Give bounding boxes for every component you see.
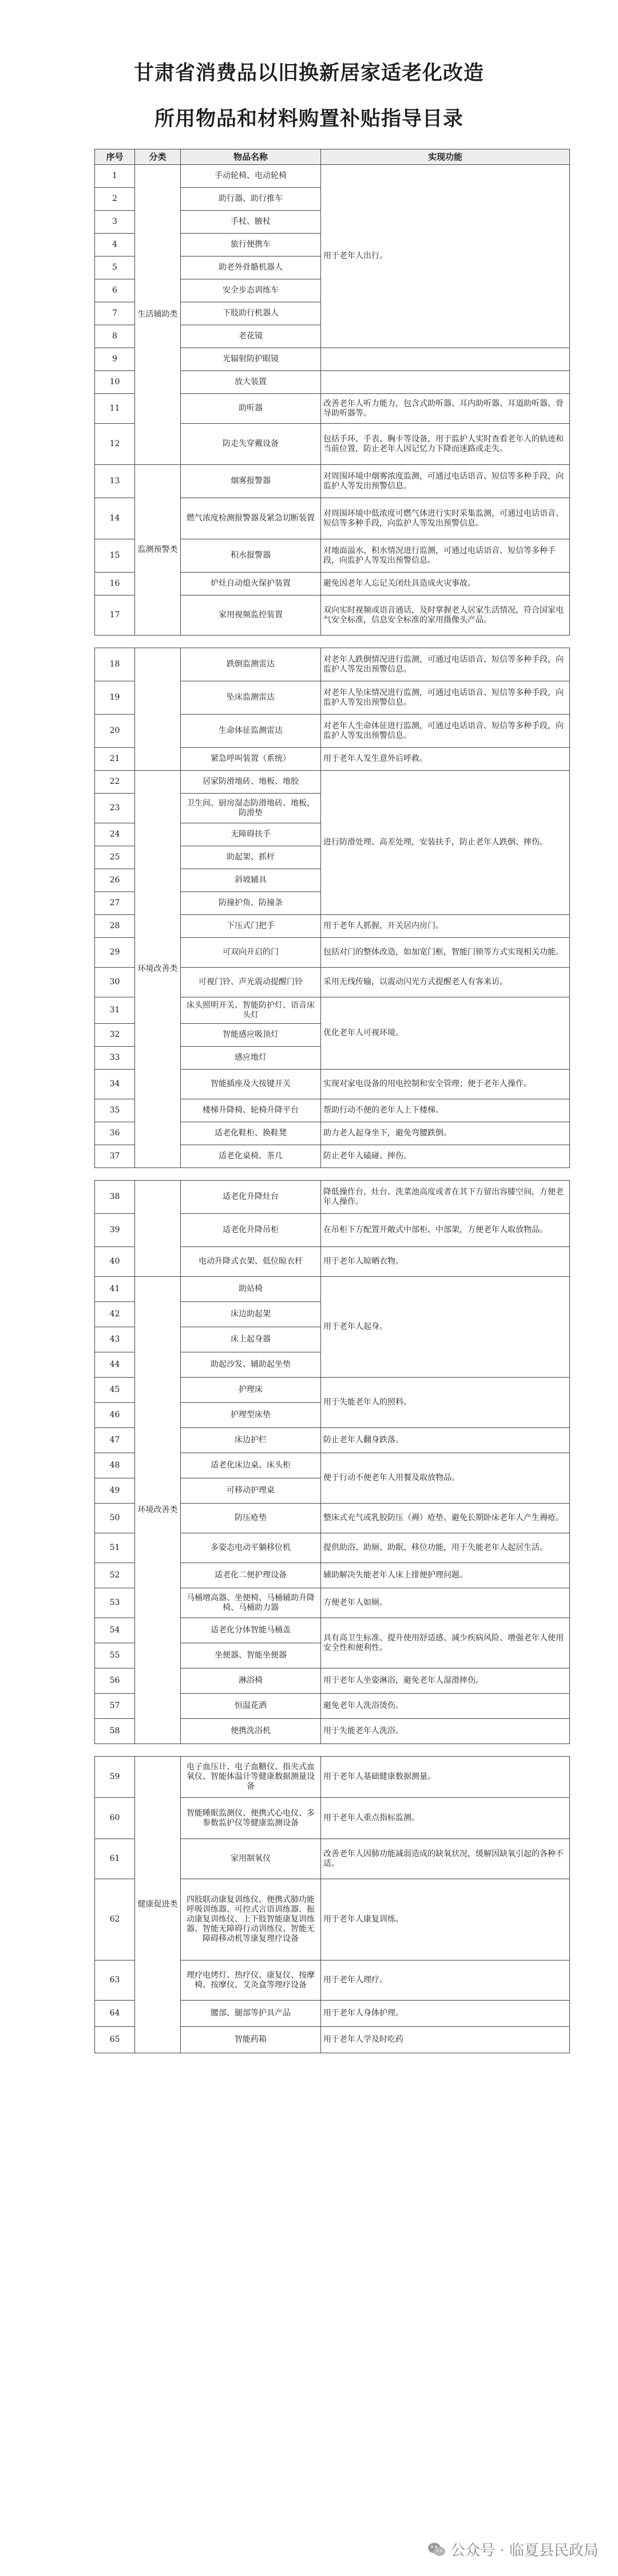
row-item-name: 助站椅 bbox=[181, 1277, 321, 1302]
row-function: 助力老人起身坐下，避免弯腰跌倒。 bbox=[321, 1122, 570, 1145]
row-item-name: 放大装置 bbox=[181, 371, 321, 394]
row-number: 32 bbox=[95, 1024, 135, 1047]
row-number: 50 bbox=[95, 1504, 135, 1533]
row-number: 64 bbox=[95, 2001, 135, 2027]
page-title-line1: 甘肃省消费品以旧换新居家适老化改造 bbox=[133, 61, 484, 85]
row-item-name: 适老化二便护理设备 bbox=[181, 1563, 321, 1588]
row-item-name: 旅行便携车 bbox=[181, 234, 321, 257]
row-item-name: 智能睡眠监测仪、便携式心电仪、多参数监护仪等健康监测设备 bbox=[181, 1798, 321, 1839]
row-function: 用于老年人晾晒衣物。 bbox=[321, 1247, 570, 1277]
row-item-name: 紧急呼叫装置（系统） bbox=[181, 748, 321, 771]
row-function: 在吊柜下方配置开敞式中部柜、中部架，方便老年人取放物品。 bbox=[321, 1214, 570, 1247]
row-item-name: 坠床监测雷达 bbox=[181, 681, 321, 715]
table-row bbox=[95, 1181, 570, 1214]
row-function: 辅助解决失能老年人床上排便护理问题。 bbox=[321, 1563, 570, 1588]
row-function: 对周围环境中低浓度可燃气体进行实时采集监测，可通过电话语音、短信等多种手段，向监护人等发出预警信息。 bbox=[321, 498, 570, 539]
row-number: 48 bbox=[95, 1453, 135, 1478]
row-item-name: 适老化鞋柜、换鞋凳 bbox=[181, 1122, 321, 1145]
page-gap-cell bbox=[95, 1168, 570, 1181]
row-item-name: 适老化升降灶台 bbox=[181, 1181, 321, 1214]
row-item-name: 手动轮椅、电动轮椅 bbox=[181, 165, 321, 188]
row-number: 57 bbox=[95, 1694, 135, 1719]
row-category: 环境改善类 bbox=[135, 771, 181, 1168]
row-number: 10 bbox=[95, 371, 135, 394]
row-function: 避免因老年人忘记关闭灶具造成火灾事故。 bbox=[321, 573, 570, 595]
row-item-name: 助起架、抓杆 bbox=[181, 846, 321, 869]
watermark bbox=[427, 2539, 599, 2560]
row-number: 33 bbox=[95, 1047, 135, 1070]
row-function: 防止老年人磕碰、摔伤。 bbox=[321, 1145, 570, 1168]
row-number: 28 bbox=[95, 915, 135, 938]
row-function: 用于老年人基础健康数据测量。 bbox=[321, 1757, 570, 1798]
row-number: 61 bbox=[95, 1839, 135, 1879]
row-function: 用于失能老年人洗浴。 bbox=[321, 1719, 570, 1744]
row-number: 36 bbox=[95, 1122, 135, 1145]
header-category: 分类 bbox=[135, 149, 181, 165]
row-number: 23 bbox=[95, 794, 135, 823]
row-item-name: 电动升降式衣架、低位晾衣杆 bbox=[181, 1247, 321, 1277]
row-item-name: 防压疮垫 bbox=[181, 1504, 321, 1533]
row-number: 13 bbox=[95, 465, 135, 498]
row-item-name: 助老外骨骼机器人 bbox=[181, 257, 321, 279]
row-function: 方便老年人如厕。 bbox=[321, 1588, 570, 1618]
row-number: 60 bbox=[95, 1798, 135, 1839]
row-number: 35 bbox=[95, 1099, 135, 1122]
row-item-name: 下压式门把手 bbox=[181, 915, 321, 938]
row-function: 用于老年人理疗。 bbox=[321, 1960, 570, 2001]
row-function bbox=[321, 371, 570, 394]
row-number: 1 bbox=[95, 165, 135, 188]
row-function bbox=[321, 348, 570, 371]
table-row bbox=[95, 648, 570, 681]
row-number: 8 bbox=[95, 325, 135, 348]
row-number: 41 bbox=[95, 1277, 135, 1302]
row-number: 63 bbox=[95, 1960, 135, 2001]
row-item-name: 可视门铃、声光震动提醒门铃 bbox=[181, 968, 321, 997]
row-function: 用于老年人康复训练。 bbox=[321, 1879, 570, 1960]
row-function: 提供助浴、助厕、助眠、移位功能，用于失能老年人起居生活。 bbox=[321, 1533, 570, 1563]
row-function: 对老年人跌倒情况进行监测，可通过电话语音、短信等多种手段，向监护人等发出预警信息。 bbox=[321, 648, 570, 681]
row-item-name: 燃气浓度检测报警器及紧急切断装置 bbox=[181, 498, 321, 539]
row-number: 24 bbox=[95, 823, 135, 846]
row-number: 39 bbox=[95, 1214, 135, 1247]
row-category: 环境改善类 bbox=[135, 1277, 181, 1744]
row-item-name: 跌倒监测雷达 bbox=[181, 648, 321, 681]
row-category: 监测预警类 bbox=[135, 465, 181, 636]
row-number: 30 bbox=[95, 968, 135, 997]
row-function: 整床式充气或乳胶防压（褥）疮垫、避免长期卧床老年人产生褥疮。 bbox=[321, 1504, 570, 1533]
header-function: 实现功能 bbox=[321, 149, 570, 165]
row-category: 生活辅助类 bbox=[135, 165, 181, 465]
row-function: 用于老年人坐姿淋浴，避免老年人湿滑摔伤。 bbox=[321, 1668, 570, 1694]
row-function: 优化老年人可视环境。 bbox=[321, 997, 570, 1070]
row-number: 11 bbox=[95, 394, 135, 424]
row-function: 用于老年人重点指标监测。 bbox=[321, 1798, 570, 1839]
row-number: 9 bbox=[95, 348, 135, 371]
row-number: 47 bbox=[95, 1428, 135, 1453]
row-item-name: 电子血压计、电子血糖仪、指夹式血氧仪、智能体温计等健康数据测量设备 bbox=[181, 1757, 321, 1798]
row-number: 42 bbox=[95, 1302, 135, 1327]
row-function: 避免老年人洗浴烫伤。 bbox=[321, 1694, 570, 1719]
row-function: 降低操作台，灶台、洗菜池高度或者在其下方留出容膝空间，方便老年人操作。 bbox=[321, 1181, 570, 1214]
row-function: 对地面溢水、积水情况进行监测，可通过电话语音、短信等多种手段，向监护人等发出预警信息。 bbox=[321, 539, 570, 573]
row-number: 31 bbox=[95, 997, 135, 1024]
row-category bbox=[135, 1181, 181, 1277]
row-function: 实现对家电设备的用电控制和安全管理；便于老年人操作。 bbox=[321, 1070, 570, 1099]
row-item-name: 无障碍扶手 bbox=[181, 823, 321, 846]
row-function: 用于失能老年人的照料。 bbox=[321, 1378, 570, 1428]
wechat-icon bbox=[427, 2542, 446, 2557]
row-item-name: 坐便器、智能坐便器 bbox=[181, 1643, 321, 1668]
row-number: 6 bbox=[95, 279, 135, 302]
row-number: 45 bbox=[95, 1378, 135, 1403]
row-number: 14 bbox=[95, 498, 135, 539]
row-number: 21 bbox=[95, 748, 135, 771]
row-function: 进行防滑处理、高差处理，安装扶手，防止老年人跌倒、摔伤。 bbox=[321, 771, 570, 915]
row-number: 58 bbox=[95, 1719, 135, 1744]
row-item-name: 生命体征监测雷达 bbox=[181, 715, 321, 748]
row-item-name: 手杖、腋杖 bbox=[181, 211, 321, 234]
row-item-name: 防撞护角、防撞条 bbox=[181, 892, 321, 915]
header-no: 序号 bbox=[95, 149, 135, 165]
row-item-name: 积水报警器 bbox=[181, 539, 321, 573]
row-number: 17 bbox=[95, 595, 135, 636]
row-number: 27 bbox=[95, 892, 135, 915]
row-item-name: 下肢助行机器人 bbox=[181, 302, 321, 325]
row-number: 51 bbox=[95, 1533, 135, 1563]
row-item-name: 床边护栏 bbox=[181, 1428, 321, 1453]
row-item-name: 安全步态训练车 bbox=[181, 279, 321, 302]
page-gap bbox=[95, 1744, 570, 1757]
row-item-name: 床头照明开关、智能防护灯、语音床头灯 bbox=[181, 997, 321, 1024]
row-function: 对周围环境中烟雾浓度监测，可通过电话语音、短信等多种手段，向监护人等发出预警信息。 bbox=[321, 465, 570, 498]
row-number: 49 bbox=[95, 1478, 135, 1504]
row-function: 用于老年人出行。 bbox=[321, 165, 570, 348]
row-number: 26 bbox=[95, 869, 135, 892]
table-row bbox=[95, 1757, 570, 1798]
page-gap bbox=[95, 1168, 570, 1181]
row-number: 54 bbox=[95, 1618, 135, 1643]
row-function: 包括对门的整体改造，如加宽门框，智能门锁等方式实现相关功能。 bbox=[321, 938, 570, 968]
row-number: 15 bbox=[95, 539, 135, 573]
row-function: 用于老年人学及时吃药 bbox=[321, 2027, 570, 2053]
row-function: 改善老年人听力能力，包含式助听器、耳内助听器、耳道助听器、骨导助听器等。 bbox=[321, 394, 570, 424]
row-number: 18 bbox=[95, 648, 135, 681]
row-item-name: 马桶增高器、坐便椅、马桶辅助升降椅、马桶助力器 bbox=[181, 1588, 321, 1618]
row-number: 16 bbox=[95, 573, 135, 595]
row-number: 20 bbox=[95, 715, 135, 748]
row-number: 19 bbox=[95, 681, 135, 715]
row-number: 7 bbox=[95, 302, 135, 325]
row-item-name: 烟雾报警器 bbox=[181, 465, 321, 498]
row-number: 59 bbox=[95, 1757, 135, 1798]
row-function: 对老年人坠床情况进行监测，可通过电话语音、短信等多种手段，向监护人等发出预警信息。 bbox=[321, 681, 570, 715]
row-number: 43 bbox=[95, 1327, 135, 1352]
row-number: 44 bbox=[95, 1352, 135, 1378]
row-item-name: 理疗电烤灯、热疗仪、康复仪、按摩椅、按摩仪、艾灸盒等理疗设备 bbox=[181, 1960, 321, 2001]
table-header-row bbox=[95, 149, 570, 165]
row-item-name: 可移动护理桌 bbox=[181, 1478, 321, 1504]
row-number: 38 bbox=[95, 1181, 135, 1214]
row-item-name: 楼梯升降椅、轮椅升降平台 bbox=[181, 1099, 321, 1122]
row-function: 采用无线传输，以震动闪光方式提醒老人有客来访。 bbox=[321, 968, 570, 997]
row-function: 具有高卫生标准、提升使用舒适感、减少疾病风险、增强老年人使用安全性和便利性。 bbox=[321, 1618, 570, 1668]
row-function: 对老年人生命体征进行监测，可通过电话语音、短信等多种手段，向监护人等发出预警信息。 bbox=[321, 715, 570, 748]
row-number: 34 bbox=[95, 1070, 135, 1099]
row-number: 5 bbox=[95, 257, 135, 279]
row-category bbox=[135, 648, 181, 771]
row-item-name: 助听器 bbox=[181, 394, 321, 424]
row-item-name: 适老化床边桌、床头柜 bbox=[181, 1453, 321, 1478]
row-function: 用于老年人起身。 bbox=[321, 1277, 570, 1378]
row-function: 用于老年人发生意外后呼救。 bbox=[321, 748, 570, 771]
row-function: 双向实时视频或语音通话，及时掌握老人居家生活情况，符合国家电气安全标准，信息安全标准的家用摄像头产品。 bbox=[321, 595, 570, 636]
table-row bbox=[95, 165, 570, 188]
row-number: 56 bbox=[95, 1668, 135, 1694]
row-number: 65 bbox=[95, 2027, 135, 2053]
row-item-name: 多姿态电动平躺移位机 bbox=[181, 1533, 321, 1563]
page-gap bbox=[95, 636, 570, 648]
row-item-name: 炉灶自动熄火保护装置 bbox=[181, 573, 321, 595]
subsidy-catalog-table bbox=[94, 149, 570, 2053]
row-item-name: 可双向开启的门 bbox=[181, 938, 321, 968]
row-number: 53 bbox=[95, 1588, 135, 1618]
row-number: 62 bbox=[95, 1879, 135, 1960]
row-item-name: 老花镜 bbox=[181, 325, 321, 348]
row-number: 55 bbox=[95, 1643, 135, 1668]
row-item-name: 防走失穿戴设备 bbox=[181, 424, 321, 465]
row-function: 防止老年人翻身跌落。 bbox=[321, 1428, 570, 1453]
row-item-name: 斜坡辅具 bbox=[181, 869, 321, 892]
row-item-name: 恒温花洒 bbox=[181, 1694, 321, 1719]
row-function: 用于老年人身体护理。 bbox=[321, 2001, 570, 2027]
row-item-name: 智能感应吸顶灯 bbox=[181, 1024, 321, 1047]
row-function: 用于老年人抓握，开关居内房门。 bbox=[321, 915, 570, 938]
row-number: 46 bbox=[95, 1403, 135, 1428]
header-item-name: 物品名称 bbox=[181, 149, 321, 165]
page-title-line2: 所用物品和材料购置补贴指导目录 bbox=[154, 107, 464, 131]
row-item-name: 床边助起架 bbox=[181, 1302, 321, 1327]
row-item-name: 腰部、腿部等护具产品 bbox=[181, 2001, 321, 2027]
row-number: 25 bbox=[95, 846, 135, 869]
row-item-name: 感应地灯 bbox=[181, 1047, 321, 1070]
row-item-name: 助起沙发、辅助起坐垫 bbox=[181, 1352, 321, 1378]
row-item-name: 便携洗浴机 bbox=[181, 1719, 321, 1744]
row-item-name: 床上起身器 bbox=[181, 1327, 321, 1352]
table-row bbox=[95, 1277, 570, 1302]
row-item-name: 卫生间、厨房湿态防滑地砖、地板，防滑垫 bbox=[181, 794, 321, 823]
row-item-name: 智能药箱 bbox=[181, 2027, 321, 2053]
row-function: 帮助行动不便的老年人上下楼梯。 bbox=[321, 1099, 570, 1122]
row-number: 52 bbox=[95, 1563, 135, 1588]
row-item-name: 家用视频监控装置 bbox=[181, 595, 321, 636]
page-gap-cell bbox=[95, 1744, 570, 1757]
row-number: 37 bbox=[95, 1145, 135, 1168]
row-item-name: 光辐射防护眼镜 bbox=[181, 348, 321, 371]
row-number: 2 bbox=[95, 188, 135, 211]
row-function: 包括手环、手表、胸卡等设备，用于监护人实时查看老年人的轨迹和当前位置，防止老年人因记忆力下降而迷路或走失。 bbox=[321, 424, 570, 465]
row-item-name: 智能插座及大按键开关 bbox=[181, 1070, 321, 1099]
watermark-text: 公众号 · 临夏县民政局 bbox=[450, 2542, 599, 2559]
row-number: 22 bbox=[95, 771, 135, 794]
row-item-name: 助行器、助行推车 bbox=[181, 188, 321, 211]
row-item-name: 居家防滑地砖、地板、地胶 bbox=[181, 771, 321, 794]
row-function: 改善老年人因肺功能减弱造成的缺氧状况，缓解因缺氧引起的各种不适。 bbox=[321, 1839, 570, 1879]
row-item-name: 护理床 bbox=[181, 1378, 321, 1403]
row-item-name: 适老化分体智能马桶盖 bbox=[181, 1618, 321, 1643]
table-row bbox=[95, 771, 570, 794]
row-number: 3 bbox=[95, 211, 135, 234]
row-item-name: 适老化升降吊柜 bbox=[181, 1214, 321, 1247]
row-category: 健康促进类 bbox=[135, 1757, 181, 2053]
page-gap-cell bbox=[95, 636, 570, 648]
row-number: 12 bbox=[95, 424, 135, 465]
row-number: 29 bbox=[95, 938, 135, 968]
table-row bbox=[95, 465, 570, 498]
row-function: 便于行动不便老年人用餐及取放物品。 bbox=[321, 1453, 570, 1504]
row-item-name: 适老化桌椅、茶几 bbox=[181, 1145, 321, 1168]
row-item-name: 家用制氧仪 bbox=[181, 1839, 321, 1879]
row-number: 40 bbox=[95, 1247, 135, 1277]
row-number: 4 bbox=[95, 234, 135, 257]
row-item-name: 四肢联动康复训练仪、便携式肺功能呼吸训练器、可控式言语训练器、振动康复训练仪、上下肢智能康复训练器、智能无障碍行动训练仪、智能无障碍移动机等康复理疗设备 bbox=[181, 1879, 321, 1960]
row-item-name: 护理型床垫 bbox=[181, 1403, 321, 1428]
row-item-name: 淋浴椅 bbox=[181, 1668, 321, 1694]
